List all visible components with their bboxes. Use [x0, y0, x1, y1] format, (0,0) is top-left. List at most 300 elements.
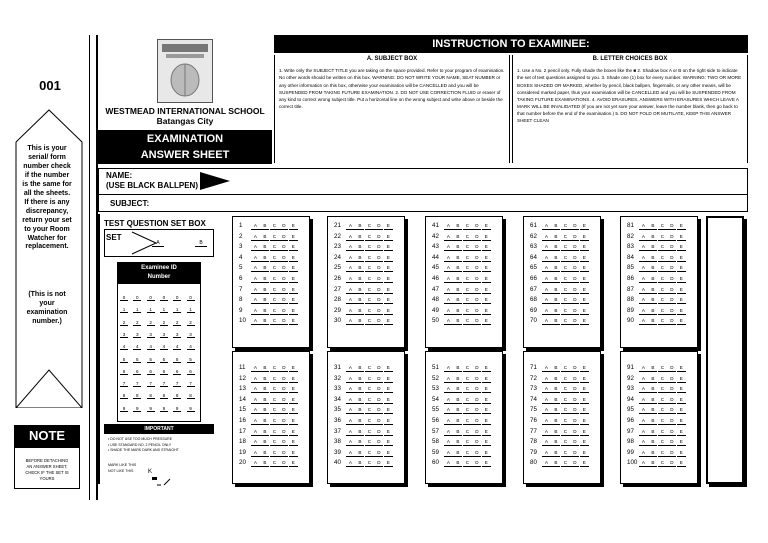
answer-option[interactable]: E [482, 234, 491, 241]
answer-option[interactable]: A [251, 439, 260, 446]
answer-option[interactable]: B [260, 439, 269, 446]
answer-option[interactable]: E [580, 276, 589, 283]
answer-option[interactable]: E [289, 365, 298, 372]
answer-option[interactable]: A [639, 460, 648, 467]
answer-option[interactable]: B [453, 376, 462, 383]
answer-option[interactable]: C [270, 255, 279, 262]
answer-option[interactable]: D [279, 308, 288, 315]
subject-field[interactable] [160, 197, 740, 210]
answer-option[interactable]: E [384, 297, 393, 304]
answer-option[interactable]: A [639, 244, 648, 251]
examinee-id-digit[interactable]: 2 [173, 320, 181, 326]
answer-option[interactable]: D [279, 276, 288, 283]
answer-option[interactable]: E [384, 429, 393, 436]
examinee-id-digit[interactable]: 3 [120, 332, 128, 338]
answer-option[interactable]: B [453, 287, 462, 294]
answer-option[interactable]: A [542, 265, 551, 272]
answer-option[interactable]: E [482, 223, 491, 230]
answer-option[interactable]: B [551, 276, 560, 283]
answer-option[interactable]: B [648, 287, 657, 294]
answer-option[interactable]: D [472, 234, 481, 241]
answer-option[interactable]: E [289, 460, 298, 467]
answer-option[interactable]: E [580, 450, 589, 457]
answer-option[interactable]: C [561, 276, 570, 283]
answer-option[interactable]: D [667, 397, 676, 404]
answer-option[interactable]: C [463, 244, 472, 251]
answer-option[interactable]: D [570, 318, 579, 325]
answer-option[interactable]: B [551, 450, 560, 457]
answer-option[interactable]: E [384, 318, 393, 325]
answer-option[interactable]: E [289, 418, 298, 425]
answer-option[interactable]: B [453, 276, 462, 283]
answer-option[interactable]: A [639, 265, 648, 272]
examinee-id-digit[interactable]: 5 [147, 357, 155, 363]
answer-option[interactable]: E [580, 255, 589, 262]
answer-option[interactable]: C [561, 407, 570, 414]
answer-option[interactable]: D [472, 297, 481, 304]
answer-option[interactable]: A [542, 234, 551, 241]
answer-option[interactable]: C [658, 287, 667, 294]
answer-option[interactable]: B [260, 244, 269, 251]
answer-option[interactable]: B [260, 460, 269, 467]
answer-option[interactable]: E [384, 397, 393, 404]
answer-option[interactable]: C [561, 244, 570, 251]
answer-option[interactable]: D [374, 450, 383, 457]
answer-option[interactable]: A [251, 223, 260, 230]
answer-option[interactable]: E [677, 439, 686, 446]
answer-option[interactable]: E [677, 265, 686, 272]
answer-option[interactable]: C [463, 418, 472, 425]
answer-option[interactable]: C [365, 244, 374, 251]
answer-option[interactable]: D [374, 265, 383, 272]
answer-option[interactable]: E [289, 397, 298, 404]
answer-option[interactable]: D [667, 308, 676, 315]
answer-option[interactable]: E [289, 265, 298, 272]
answer-option[interactable]: C [463, 255, 472, 262]
answer-option[interactable]: B [551, 397, 560, 404]
answer-option[interactable]: D [374, 386, 383, 393]
answer-option[interactable]: D [570, 276, 579, 283]
answer-option[interactable]: E [677, 460, 686, 467]
answer-option[interactable]: D [667, 386, 676, 393]
answer-option[interactable]: D [570, 418, 579, 425]
answer-option[interactable]: E [580, 386, 589, 393]
answer-option[interactable]: B [551, 439, 560, 446]
answer-option[interactable]: B [355, 439, 364, 446]
answer-option[interactable]: B [453, 407, 462, 414]
answer-option[interactable]: B [260, 308, 269, 315]
answer-option[interactable]: A [251, 234, 260, 241]
examinee-id-digit[interactable]: 4 [133, 344, 141, 350]
answer-option[interactable]: E [580, 376, 589, 383]
answer-option[interactable]: C [463, 407, 472, 414]
answer-option[interactable]: D [472, 318, 481, 325]
answer-option[interactable]: B [551, 407, 560, 414]
answer-option[interactable]: A [542, 223, 551, 230]
answer-option[interactable]: C [561, 223, 570, 230]
answer-option[interactable]: A [639, 365, 648, 372]
answer-option[interactable]: C [365, 297, 374, 304]
answer-option[interactable]: C [658, 397, 667, 404]
answer-option[interactable]: D [472, 429, 481, 436]
answer-option[interactable]: A [542, 297, 551, 304]
answer-option[interactable]: B [260, 223, 269, 230]
answer-option[interactable]: D [570, 397, 579, 404]
answer-option[interactable]: A [542, 418, 551, 425]
answer-option[interactable]: D [570, 223, 579, 230]
answer-option[interactable]: D [570, 460, 579, 467]
answer-option[interactable]: C [270, 365, 279, 372]
answer-option[interactable]: A [444, 318, 453, 325]
answer-option[interactable]: D [374, 308, 383, 315]
examinee-id-digit[interactable]: 2 [187, 320, 195, 326]
examinee-id-digit[interactable]: 9 [120, 406, 128, 412]
answer-option[interactable]: C [365, 407, 374, 414]
answer-option[interactable]: C [270, 308, 279, 315]
answer-option[interactable]: B [355, 418, 364, 425]
answer-option[interactable]: A [346, 265, 355, 272]
answer-option[interactable]: A [444, 386, 453, 393]
answer-option[interactable]: D [374, 439, 383, 446]
answer-option[interactable]: B [648, 365, 657, 372]
answer-option[interactable]: D [374, 244, 383, 251]
answer-option[interactable]: B [355, 308, 364, 315]
answer-option[interactable]: B [648, 460, 657, 467]
answer-option[interactable]: D [667, 429, 676, 436]
answer-option[interactable]: D [570, 376, 579, 383]
answer-option[interactable]: B [648, 450, 657, 457]
answer-option[interactable]: B [648, 255, 657, 262]
examinee-id-digit[interactable]: 1 [147, 307, 155, 313]
answer-option[interactable]: A [444, 460, 453, 467]
answer-option[interactable]: B [355, 244, 364, 251]
answer-option[interactable]: A [346, 407, 355, 414]
answer-option[interactable]: C [561, 418, 570, 425]
answer-option[interactable]: E [384, 244, 393, 251]
answer-option[interactable]: C [463, 376, 472, 383]
answer-option[interactable]: C [658, 265, 667, 272]
answer-option[interactable]: A [346, 450, 355, 457]
answer-option[interactable]: E [677, 244, 686, 251]
answer-option[interactable]: A [346, 365, 355, 372]
answer-option[interactable]: D [279, 460, 288, 467]
answer-option[interactable]: B [551, 255, 560, 262]
answer-option[interactable]: A [444, 418, 453, 425]
answer-option[interactable]: B [453, 318, 462, 325]
answer-option[interactable]: C [365, 255, 374, 262]
examinee-id-digit[interactable]: 3 [160, 332, 168, 338]
answer-option[interactable]: B [648, 407, 657, 414]
answer-option[interactable]: A [542, 287, 551, 294]
answer-option[interactable]: A [542, 386, 551, 393]
answer-option[interactable]: B [355, 276, 364, 283]
answer-option[interactable]: E [482, 418, 491, 425]
answer-option[interactable]: E [482, 397, 491, 404]
answer-option[interactable]: C [658, 223, 667, 230]
answer-option[interactable]: D [570, 386, 579, 393]
answer-option[interactable]: D [279, 418, 288, 425]
answer-option[interactable]: E [677, 386, 686, 393]
answer-option[interactable]: D [279, 234, 288, 241]
answer-option[interactable]: D [667, 244, 676, 251]
answer-option[interactable]: B [453, 460, 462, 467]
answer-option[interactable]: B [648, 234, 657, 241]
answer-option[interactable]: C [658, 244, 667, 251]
examinee-id-digit[interactable]: 2 [120, 320, 128, 326]
examinee-id-digit[interactable]: 8 [187, 393, 195, 399]
answer-option[interactable]: A [251, 365, 260, 372]
answer-option[interactable]: A [251, 418, 260, 425]
answer-option[interactable]: E [482, 376, 491, 383]
answer-option[interactable]: A [251, 450, 260, 457]
answer-option[interactable]: A [542, 276, 551, 283]
answer-option[interactable]: B [260, 397, 269, 404]
examinee-id-digit[interactable]: 4 [160, 344, 168, 350]
answer-option[interactable]: E [384, 308, 393, 315]
answer-option[interactable]: B [453, 365, 462, 372]
answer-option[interactable]: A [346, 386, 355, 393]
set-option-a[interactable]: A [152, 240, 164, 247]
answer-option[interactable]: B [453, 255, 462, 262]
answer-option[interactable]: C [658, 376, 667, 383]
answer-option[interactable]: C [561, 287, 570, 294]
answer-option[interactable]: A [639, 376, 648, 383]
answer-option[interactable]: E [677, 450, 686, 457]
answer-option[interactable]: D [279, 376, 288, 383]
answer-option[interactable]: A [251, 397, 260, 404]
answer-option[interactable]: C [561, 265, 570, 272]
answer-option[interactable]: D [472, 407, 481, 414]
answer-option[interactable]: A [639, 407, 648, 414]
answer-option[interactable]: E [580, 308, 589, 315]
answer-option[interactable]: A [251, 244, 260, 251]
answer-option[interactable]: B [551, 234, 560, 241]
answer-option[interactable]: E [384, 439, 393, 446]
answer-option[interactable]: D [472, 376, 481, 383]
answer-option[interactable]: E [677, 397, 686, 404]
answer-option[interactable]: E [289, 429, 298, 436]
answer-option[interactable]: B [453, 265, 462, 272]
answer-option[interactable]: D [667, 287, 676, 294]
answer-option[interactable]: C [270, 234, 279, 241]
answer-option[interactable]: A [346, 297, 355, 304]
answer-option[interactable]: C [658, 276, 667, 283]
answer-option[interactable]: A [251, 255, 260, 262]
answer-option[interactable]: C [365, 397, 374, 404]
examinee-id-digit[interactable]: 6 [120, 369, 128, 375]
answer-option[interactable]: D [472, 308, 481, 315]
answer-option[interactable]: B [453, 223, 462, 230]
answer-option[interactable]: B [355, 407, 364, 414]
answer-option[interactable]: E [580, 365, 589, 372]
answer-option[interactable]: E [384, 287, 393, 294]
answer-option[interactable]: E [677, 308, 686, 315]
answer-option[interactable]: C [561, 450, 570, 457]
examinee-id-digit[interactable]: 8 [173, 393, 181, 399]
answer-option[interactable]: B [648, 397, 657, 404]
examinee-id-digit[interactable]: 1 [160, 307, 168, 313]
answer-option[interactable]: E [580, 460, 589, 467]
answer-option[interactable]: B [260, 376, 269, 383]
answer-option[interactable]: B [551, 460, 560, 467]
answer-option[interactable]: D [570, 407, 579, 414]
answer-option[interactable]: A [444, 308, 453, 315]
answer-option[interactable]: A [346, 460, 355, 467]
answer-option[interactable]: D [570, 429, 579, 436]
answer-option[interactable]: E [677, 287, 686, 294]
answer-option[interactable]: B [260, 429, 269, 436]
answer-option[interactable]: E [289, 439, 298, 446]
answer-option[interactable]: E [677, 255, 686, 262]
answer-option[interactable]: C [561, 397, 570, 404]
answer-option[interactable]: C [463, 450, 472, 457]
answer-option[interactable]: D [667, 460, 676, 467]
answer-option[interactable]: A [346, 397, 355, 404]
examinee-id-digit[interactable]: 7 [187, 381, 195, 387]
answer-option[interactable]: D [667, 234, 676, 241]
examinee-id-digit[interactable]: 3 [147, 332, 155, 338]
answer-option[interactable]: D [667, 439, 676, 446]
answer-option[interactable]: C [365, 234, 374, 241]
answer-option[interactable]: E [677, 407, 686, 414]
answer-option[interactable]: D [667, 418, 676, 425]
answer-option[interactable]: E [580, 297, 589, 304]
answer-option[interactable]: E [289, 318, 298, 325]
answer-option[interactable]: D [374, 276, 383, 283]
answer-option[interactable]: D [667, 255, 676, 262]
examinee-id-digit[interactable]: 0 [160, 295, 168, 301]
answer-option[interactable]: D [472, 265, 481, 272]
answer-option[interactable]: B [355, 460, 364, 467]
answer-option[interactable]: D [374, 365, 383, 372]
answer-option[interactable]: E [384, 407, 393, 414]
answer-option[interactable]: C [270, 407, 279, 414]
answer-option[interactable]: C [365, 450, 374, 457]
answer-option[interactable]: C [463, 439, 472, 446]
answer-option[interactable]: D [570, 450, 579, 457]
answer-option[interactable]: C [365, 386, 374, 393]
answer-option[interactable]: C [365, 223, 374, 230]
answer-option[interactable]: B [551, 287, 560, 294]
answer-option[interactable]: E [289, 244, 298, 251]
answer-option[interactable]: D [667, 223, 676, 230]
answer-option[interactable]: A [639, 308, 648, 315]
examinee-id-digit[interactable]: 9 [133, 406, 141, 412]
answer-option[interactable]: E [677, 429, 686, 436]
answer-option[interactable]: C [365, 308, 374, 315]
answer-option[interactable]: C [365, 318, 374, 325]
answer-option[interactable]: C [561, 318, 570, 325]
answer-option[interactable]: C [270, 418, 279, 425]
answer-option[interactable]: C [561, 386, 570, 393]
examinee-id-digit[interactable]: 0 [187, 295, 195, 301]
examinee-id-digit[interactable]: 4 [173, 344, 181, 350]
answer-option[interactable]: D [667, 450, 676, 457]
answer-option[interactable]: D [667, 376, 676, 383]
answer-option[interactable]: E [289, 376, 298, 383]
answer-option[interactable]: A [251, 460, 260, 467]
examinee-id-digit[interactable]: 4 [120, 344, 128, 350]
answer-option[interactable]: D [279, 255, 288, 262]
answer-option[interactable]: C [270, 223, 279, 230]
answer-option[interactable]: A [542, 318, 551, 325]
answer-option[interactable]: A [542, 450, 551, 457]
examinee-id-digit[interactable]: 0 [133, 295, 141, 301]
answer-option[interactable]: E [384, 223, 393, 230]
answer-option[interactable]: D [667, 297, 676, 304]
answer-option[interactable]: C [463, 308, 472, 315]
answer-option[interactable]: E [289, 287, 298, 294]
answer-option[interactable]: A [251, 386, 260, 393]
answer-option[interactable]: D [472, 223, 481, 230]
answer-option[interactable]: B [260, 297, 269, 304]
answer-option[interactable]: D [374, 376, 383, 383]
answer-option[interactable]: A [251, 318, 260, 325]
examinee-id-digit[interactable]: 2 [133, 320, 141, 326]
answer-option[interactable]: A [542, 439, 551, 446]
answer-option[interactable]: D [570, 255, 579, 262]
answer-option[interactable]: D [667, 265, 676, 272]
answer-option[interactable]: A [346, 223, 355, 230]
answer-option[interactable]: C [270, 376, 279, 383]
answer-option[interactable]: E [384, 376, 393, 383]
answer-option[interactable]: C [365, 439, 374, 446]
answer-option[interactable]: C [463, 287, 472, 294]
answer-option[interactable]: A [639, 318, 648, 325]
answer-option[interactable]: C [365, 365, 374, 372]
answer-option[interactable]: B [551, 376, 560, 383]
answer-option[interactable]: A [251, 297, 260, 304]
answer-option[interactable]: E [482, 255, 491, 262]
answer-option[interactable]: B [648, 386, 657, 393]
answer-option[interactable]: C [658, 386, 667, 393]
answer-option[interactable]: E [580, 439, 589, 446]
answer-option[interactable]: E [482, 460, 491, 467]
examinee-id-digit[interactable]: 5 [133, 357, 141, 363]
answer-option[interactable]: E [580, 397, 589, 404]
name-field[interactable] [238, 172, 743, 192]
answer-option[interactable]: C [658, 297, 667, 304]
answer-option[interactable]: A [542, 308, 551, 315]
answer-option[interactable]: E [677, 365, 686, 372]
answer-option[interactable]: B [355, 255, 364, 262]
examinee-id-digit[interactable]: 3 [133, 332, 141, 338]
answer-option[interactable]: E [289, 297, 298, 304]
answer-option[interactable]: D [279, 287, 288, 294]
answer-option[interactable]: E [289, 308, 298, 315]
answer-option[interactable]: B [551, 318, 560, 325]
answer-option[interactable]: A [346, 244, 355, 251]
examinee-id-digit[interactable]: 1 [187, 307, 195, 313]
answer-option[interactable]: E [289, 386, 298, 393]
answer-option[interactable]: B [648, 376, 657, 383]
answer-option[interactable]: D [472, 460, 481, 467]
answer-option[interactable]: D [667, 318, 676, 325]
examinee-id-digit[interactable]: 7 [120, 381, 128, 387]
answer-option[interactable]: A [444, 265, 453, 272]
answer-option[interactable]: B [453, 450, 462, 457]
answer-option[interactable]: A [346, 439, 355, 446]
answer-option[interactable]: E [482, 276, 491, 283]
answer-option[interactable]: B [648, 418, 657, 425]
answer-option[interactable]: B [355, 297, 364, 304]
answer-option[interactable]: E [677, 376, 686, 383]
answer-option[interactable]: A [639, 397, 648, 404]
answer-option[interactable]: E [580, 318, 589, 325]
answer-option[interactable]: E [384, 265, 393, 272]
answer-option[interactable]: E [482, 429, 491, 436]
answer-option[interactable]: A [251, 276, 260, 283]
